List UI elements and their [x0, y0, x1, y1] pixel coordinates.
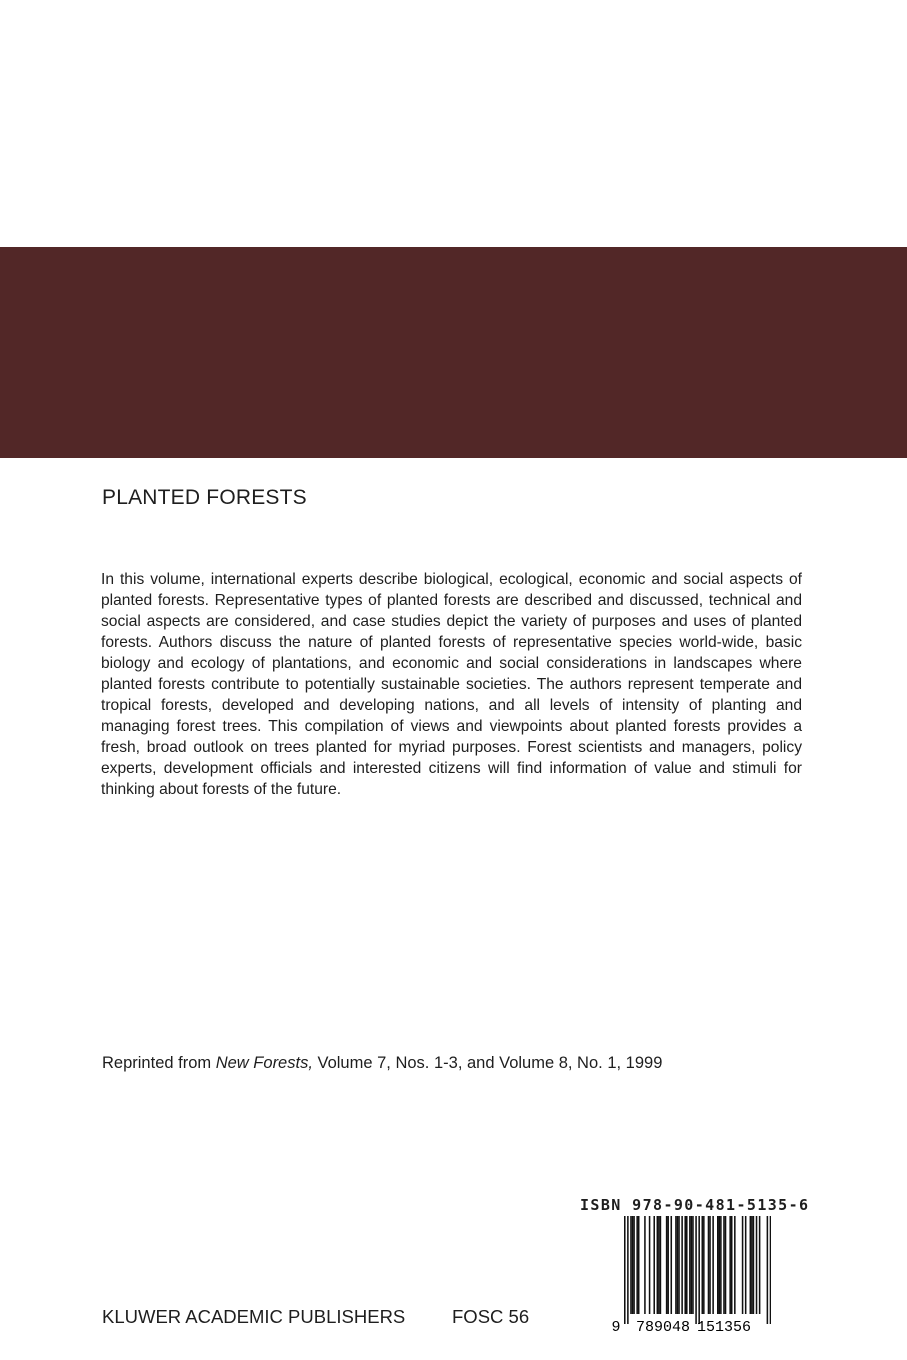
barcode-bar: [691, 1216, 693, 1314]
barcode-bar: [667, 1216, 669, 1314]
barcode-bar: [624, 1216, 626, 1324]
barcode-bar: [678, 1216, 680, 1314]
barcode-bar: [633, 1216, 635, 1314]
barcode-bar: [675, 1216, 677, 1314]
book-title: PLANTED FORESTS: [102, 486, 307, 509]
barcode-bar: [653, 1216, 655, 1314]
barcode-bar: [708, 1216, 710, 1314]
reprint-suffix: Volume 7, Nos. 1-3, and Volume 8, No. 1, 1999: [312, 1054, 663, 1072]
barcode-bar: [638, 1216, 640, 1314]
journal-name: New Forests,: [215, 1054, 313, 1072]
barcode-lead-digit: 9: [611, 1319, 621, 1334]
barcode-bar: [750, 1216, 752, 1314]
barcode-bar: [630, 1216, 632, 1314]
barcode-bar: [742, 1216, 744, 1314]
barcode-bar: [649, 1216, 651, 1314]
barcode-bar: [734, 1216, 736, 1314]
barcode-right-digits: 151356: [696, 1319, 752, 1334]
series-code: FOSC 56: [452, 1306, 530, 1327]
isbn-number: ISBN 978-90-481-5135-6: [580, 1196, 810, 1214]
barcode-bar: [658, 1216, 660, 1314]
barcode-bar: [729, 1216, 731, 1314]
barcode-bar: [717, 1216, 719, 1314]
barcode-bar: [703, 1216, 705, 1314]
barcode-bar: [684, 1216, 686, 1314]
barcode-bar: [632, 1216, 634, 1314]
barcode-bar: [712, 1216, 714, 1314]
barcode-bar: [689, 1216, 691, 1314]
barcode-bar: [702, 1216, 704, 1314]
barcode-bar: [627, 1216, 629, 1324]
book-description: In this volume, international experts describe biological, ecological, economic and social aspects of planted forests. Representative types of planted forests are described and discussed, technical and social aspects are considered, and case studies depict the variety of purposes and uses of planted forests. Authors discuss the nature of planted forests of representative species world-wide, basic biology and ecology of plantations, and economic and social considerations in landscapes where planted forests contribute to potentially sustainable societies. The authors represent temperate and tropical forests, developed and developing nations, and all levels of intensity of planting and managing forest trees. This compilation of views and viewpoints about planted forests provides a fresh, broad outlook on trees planted for myriad purposes. Forest scientists and managers, policy experts, development officials and interested citizens will find information of value and stimuli for thinking about forests of the future.: [101, 571, 802, 798]
reprint-prefix: Reprinted from: [102, 1054, 216, 1072]
barcode-bar: [753, 1216, 755, 1314]
barcode-bar: [677, 1216, 679, 1314]
barcode-bar: [759, 1216, 761, 1314]
cover-color-band: [0, 247, 907, 458]
barcode-bar: [692, 1216, 694, 1314]
barcode-bar: [695, 1216, 697, 1324]
barcode-bar: [751, 1216, 753, 1314]
barcode-bar: [731, 1216, 733, 1314]
barcode-bar: [719, 1216, 721, 1314]
barcode-bar: [767, 1216, 769, 1324]
barcode-bar: [756, 1216, 758, 1314]
barcode-bar: [666, 1216, 668, 1314]
barcode-left-digits: 789048: [635, 1319, 691, 1334]
barcode-bar: [725, 1216, 727, 1314]
barcode-bar: [745, 1216, 747, 1314]
barcode-bar: [681, 1216, 683, 1314]
barcode-bar: [698, 1216, 700, 1324]
barcode-bar: [723, 1216, 725, 1314]
barcode-graphic: [611, 1214, 771, 1334]
barcode-bar: [671, 1216, 673, 1314]
barcode-bar: [720, 1216, 722, 1314]
barcode-bar: [770, 1216, 771, 1324]
reprint-note: [102, 1054, 662, 1073]
barcode-bar: [636, 1216, 638, 1314]
barcode-bar: [686, 1216, 688, 1314]
publisher-name: KLUWER ACADEMIC PUBLISHERS: [102, 1306, 406, 1327]
barcode-bar: [709, 1216, 711, 1314]
barcode-bar: [657, 1216, 659, 1314]
barcode-bar: [660, 1216, 662, 1314]
barcode-bar: [644, 1216, 646, 1314]
isbn-barcode: [611, 1214, 771, 1334]
